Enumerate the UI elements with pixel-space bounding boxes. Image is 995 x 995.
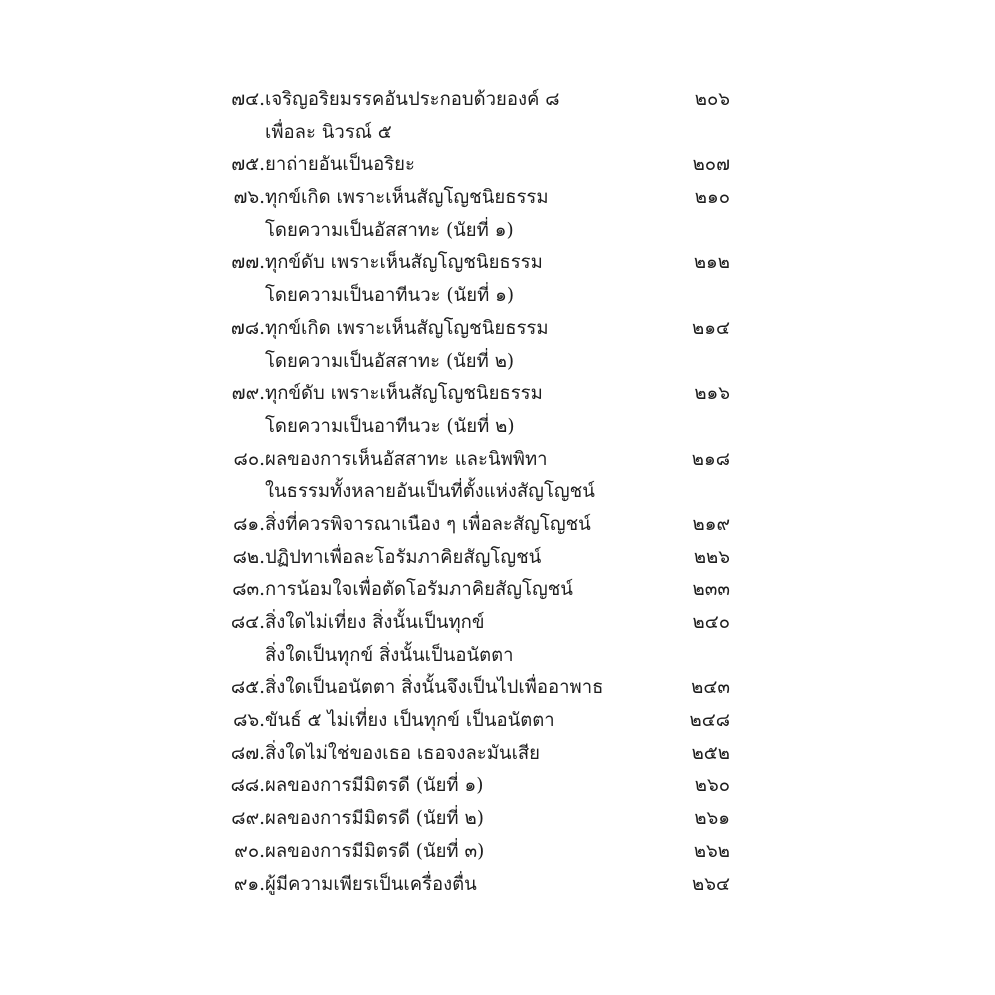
entry-number: ๗๘. bbox=[230, 317, 265, 339]
toc-entry-continuation-line bbox=[0, 215, 995, 248]
toc-entry-line bbox=[0, 444, 995, 477]
toc-entry-line bbox=[0, 672, 995, 705]
entry-number: ๗๔. bbox=[231, 89, 265, 110]
toc-entry-line bbox=[0, 378, 995, 411]
entry-title: สิ่งที่ควรพิจารณาเนือง ๆ เพื่อละสัญโญชน์ bbox=[265, 513, 591, 535]
entry-title: สิ่งใดเป็นทุกข์ สิ่งนั้นเป็นอนัตตา bbox=[265, 644, 514, 666]
entry-page-number: ๒๖๒ bbox=[693, 840, 730, 862]
toc-entry-line bbox=[0, 247, 995, 280]
toc-entry bbox=[0, 444, 995, 509]
entry-title: เจริญอริยมรรคอันประกอบด้วยองค์ ๘ bbox=[265, 89, 560, 110]
toc-entry-continuation-line bbox=[0, 476, 995, 509]
entry-page-number: ๒๑๖ bbox=[694, 383, 730, 405]
entry-title: การน้อมใจเพื่อตัดโอรัมภาคิยสัญโญชน์ bbox=[265, 579, 573, 601]
toc-entry bbox=[0, 149, 995, 182]
entry-title: โดยความเป็นอัสสาทะ (นัยที่ ๑) bbox=[265, 219, 514, 241]
entry-number: ๘๗. bbox=[230, 742, 265, 764]
entry-number: ๙๐. bbox=[234, 840, 265, 862]
toc-entry-line bbox=[0, 803, 995, 836]
entry-title: ผลของการมีมิตรดี (นัยที่ ๓) bbox=[265, 840, 485, 862]
toc-entry bbox=[0, 705, 995, 738]
entry-title: ทุกข์เกิด เพราะเห็นสัญโญชนิยธรรม bbox=[265, 187, 549, 209]
toc-entry bbox=[0, 542, 995, 575]
toc-entry-continuation-line bbox=[0, 640, 995, 673]
toc-entry bbox=[0, 378, 995, 443]
toc-entry-line bbox=[0, 149, 995, 182]
entry-number: ๗๙. bbox=[231, 383, 265, 405]
entry-number: ๘๑. bbox=[233, 513, 265, 535]
toc-entry-line bbox=[0, 574, 995, 607]
entry-title: ปฏิปทาเพื่อละโอรัมภาคิยสัญโญชน์ bbox=[265, 546, 542, 568]
toc-entry-line bbox=[0, 509, 995, 542]
toc-entry bbox=[0, 182, 995, 247]
entry-title: สิ่งใดเป็นอนัตตา สิ่งนั้นจึงเป็นไปเพื่ออาพาธ bbox=[265, 677, 604, 699]
entry-title: ในธรรมทั้งหลายอันเป็นที่ตั้งแห่งสัญโญชน์ bbox=[265, 481, 595, 503]
toc-entry-line bbox=[0, 770, 995, 803]
entry-title: ผลของการมีมิตรดี (นัยที่ ๒) bbox=[265, 808, 484, 830]
entry-title: ผลของการเห็นอัสสาทะ และนิพพิทา bbox=[265, 448, 548, 470]
entry-page-number: ๒๐๖ bbox=[694, 89, 730, 110]
toc-entry bbox=[0, 313, 995, 378]
toc-entry-line bbox=[0, 607, 995, 640]
toc-entry bbox=[0, 84, 995, 149]
entry-number: ๘๙. bbox=[231, 808, 265, 830]
entry-number: ๘๔. bbox=[230, 612, 265, 633]
entry-number: ๗๖. bbox=[233, 187, 265, 209]
toc-entry-line bbox=[0, 705, 995, 738]
entry-page-number: ๒๑๘ bbox=[691, 448, 730, 470]
entry-title: ผลของการมีมิตรดี (นัยที่ ๑) bbox=[265, 775, 484, 797]
toc-entry-line bbox=[0, 738, 995, 771]
entry-page-number: ๒๔๐ bbox=[692, 612, 730, 633]
toc-entry-line bbox=[0, 869, 995, 902]
entry-page-number: ๒๑๒ bbox=[693, 252, 730, 274]
entry-title: โดยความเป็นอาทีนวะ (นัยที่ ๑) bbox=[265, 285, 515, 307]
toc-entry-continuation-line bbox=[0, 280, 995, 313]
entry-page-number: ๒๕๒ bbox=[691, 742, 730, 764]
entry-title: ทุกข์ดับ เพราะเห็นสัญโญชนิยธรรม bbox=[265, 383, 543, 405]
entry-title: ทุกข์เกิด เพราะเห็นสัญโญชนิยธรรม bbox=[265, 317, 549, 339]
entry-number: ๗๗. bbox=[231, 252, 265, 274]
entry-number: ๙๑. bbox=[233, 873, 265, 895]
entry-title: สิ่งใดไม่เที่ยง สิ่งนั้นเป็นทุกข์ bbox=[265, 612, 485, 633]
toc-entry bbox=[0, 869, 995, 902]
entry-page-number: ๒๖๔ bbox=[692, 873, 730, 895]
entry-page-number: ๒๓๓ bbox=[692, 579, 730, 601]
entry-title: ผู้มีความเพียรเป็นเครื่องตื่น bbox=[265, 873, 477, 895]
toc-entry-continuation-line bbox=[0, 346, 995, 379]
entry-number: ๘๐. bbox=[233, 448, 265, 470]
toc-entry bbox=[0, 836, 995, 869]
table-of-contents bbox=[0, 84, 995, 901]
entry-page-number: ๒๒๖ bbox=[693, 546, 730, 568]
entry-title: โดยความเป็นอัสสาทะ (นัยที่ ๒) bbox=[265, 350, 515, 372]
entry-page-number: ๒๔๘ bbox=[689, 710, 730, 732]
toc-entry-continuation-line bbox=[0, 411, 995, 444]
entry-title: ยาถ่ายอันเป็นอริยะ bbox=[265, 154, 415, 176]
entry-title: สิ่งใดไม่ใช่ของเธอ เธอจงละมันเสีย bbox=[265, 742, 541, 764]
toc-entry bbox=[0, 738, 995, 771]
entry-number: ๘๒. bbox=[232, 546, 265, 568]
entry-page-number: ๒๖๑ bbox=[694, 808, 730, 830]
entry-number: ๗๕. bbox=[231, 154, 265, 176]
entry-page-number: ๒๔๓ bbox=[691, 677, 730, 699]
toc-entry-line bbox=[0, 542, 995, 575]
entry-number: ๘๓. bbox=[232, 579, 265, 601]
entry-page-number: ๒๖๐ bbox=[694, 775, 730, 797]
toc-entry-line bbox=[0, 182, 995, 215]
toc-entry bbox=[0, 803, 995, 836]
toc-entry bbox=[0, 574, 995, 607]
entry-page-number: ๒๐๗ bbox=[692, 154, 730, 176]
entry-page-number: ๒๑๙ bbox=[692, 513, 730, 535]
toc-entry-line bbox=[0, 313, 995, 346]
toc-entry bbox=[0, 672, 995, 705]
entry-title: ทุกข์ดับ เพราะเห็นสัญโญชนิยธรรม bbox=[265, 252, 543, 274]
entry-number: ๘๖. bbox=[233, 710, 265, 732]
entry-page-number: ๒๑๔ bbox=[692, 317, 730, 339]
toc-entry-continuation-line bbox=[0, 117, 995, 150]
entry-number: ๘๕. bbox=[230, 677, 265, 699]
entry-page-number: ๒๑๐ bbox=[694, 187, 730, 209]
entry-title: เพื่อละ นิวรณ์ ๕ bbox=[265, 121, 392, 143]
toc-entry bbox=[0, 247, 995, 312]
entry-number: ๘๘. bbox=[230, 775, 265, 797]
entry-title: โดยความเป็นอาทีนวะ (นัยที่ ๒) bbox=[265, 415, 515, 437]
toc-entry bbox=[0, 770, 995, 803]
toc-entry-line bbox=[0, 836, 995, 869]
toc-entry-line bbox=[0, 84, 995, 117]
entry-title: ขันธ์ ๕ ไม่เที่ยง เป็นทุกข์ เป็นอนัตตา bbox=[265, 710, 555, 732]
toc-entry bbox=[0, 509, 995, 542]
toc-entry bbox=[0, 607, 995, 672]
